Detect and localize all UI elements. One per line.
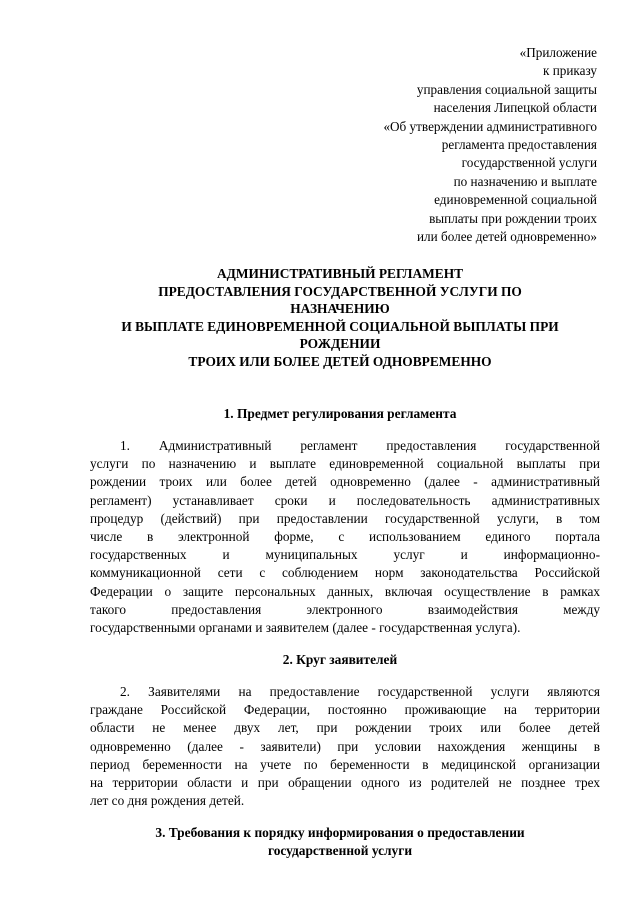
section-heading-3 bbox=[60, 824, 620, 860]
appendix-line: «Приложение bbox=[519, 45, 597, 60]
paragraph-line: лет со дня рождения детей. bbox=[90, 793, 245, 809]
paragraph-line: граждане Российской Федерации, постоянно проживающие на территории bbox=[90, 702, 600, 718]
appendix-block bbox=[297, 44, 597, 246]
section-paragraph-2 bbox=[90, 683, 600, 810]
appendix-line: выплаты при рождении троих bbox=[429, 210, 597, 226]
heading-line: 3. Требования к порядку информирования о предоставлении bbox=[155, 825, 525, 840]
paragraph-line: области не менее двух лет, при рождении троих или более детей bbox=[90, 720, 600, 736]
paragraph-line: на территории области и при обращении одного из родителей не позднее трех bbox=[90, 774, 600, 790]
heading-line: 1. Предмет регулирования регламента bbox=[223, 406, 457, 421]
appendix-line: населения Липецкой области bbox=[433, 100, 597, 116]
title-line: ПРЕДОСТАВЛЕНИЯ ГОСУДАРСТВЕННОЙ УСЛУГИ ПО bbox=[158, 283, 522, 299]
paragraph-line: такого предоставления электронного взаимодействия между bbox=[90, 601, 600, 617]
title-line: НАЗНАЧЕНИЮ bbox=[290, 301, 390, 317]
title-line: ТРОИХ ИЛИ БОЛЕЕ ДЕТЕЙ ОДНОВРЕМЕННО bbox=[188, 353, 492, 369]
paragraph-line: государственных и муниципальных услуг и информационно- bbox=[90, 547, 600, 563]
appendix-line: по назначению и выплате bbox=[453, 173, 597, 189]
appendix-line: регламента предоставления bbox=[441, 137, 597, 153]
section-paragraph-1 bbox=[90, 437, 600, 637]
paragraph-line: государственными органами и заявителем (далее - государственная услуга). bbox=[90, 619, 521, 635]
title-line: АДМИНИСТРАТИВНЫЙ РЕГЛАМЕНТ bbox=[216, 266, 464, 281]
paragraph-line: 2. Заявителями на предоставление государственной услуги являются bbox=[120, 684, 600, 699]
appendix-line: управления социальной защиты bbox=[416, 81, 597, 97]
title-line: РОЖДЕНИИ bbox=[299, 336, 381, 352]
paragraph-line: одновременно (далее - заявители) при условии нахождения женщины в bbox=[90, 738, 600, 754]
section-heading-1 bbox=[60, 405, 620, 423]
paragraph-line: рождении троих или более детей одновременно (далее - административный bbox=[90, 474, 600, 490]
heading-line: 2. Круг заявителей bbox=[282, 652, 398, 667]
paragraph-line: Федерации о защите персональных данных, включая осуществление в рамках bbox=[90, 583, 600, 599]
title-line: И ВЫПЛАТЕ ЕДИНОВРЕМЕННОЙ СОЦИАЛЬНОЙ ВЫПЛАТЫ ПРИ bbox=[121, 318, 559, 334]
paragraph-line: регламент) устанавливает сроки и последовательность административных bbox=[90, 492, 600, 508]
appendix-line: к приказу bbox=[543, 63, 597, 79]
appendix-line: единовременной социальной bbox=[434, 192, 597, 208]
paragraph-line: коммуникационной сети с соблюдением норм законодательства Российской bbox=[90, 565, 600, 581]
paragraph-line: период беременности на учете по беременности в медицинской организации bbox=[90, 756, 600, 772]
appendix-line: государственной услуги bbox=[461, 155, 597, 171]
section-heading-2 bbox=[60, 651, 620, 669]
paragraph-line: услуги по назначению и выплате единовременной социальной выплаты при bbox=[90, 456, 600, 472]
heading-line: государственной услуги bbox=[267, 843, 413, 858]
paragraph-line: числе в электронной форме, с использованием единого портала bbox=[90, 528, 600, 544]
paragraph-line: 1. Административный регламент предоставления государственной bbox=[120, 438, 600, 453]
document-title bbox=[60, 265, 620, 371]
appendix-line: «Об утверждении административного bbox=[383, 118, 597, 134]
appendix-line: или более детей одновременно» bbox=[417, 229, 597, 245]
paragraph-line: процедур (действий) при предоставлении государственной услуги, в том bbox=[90, 510, 600, 526]
